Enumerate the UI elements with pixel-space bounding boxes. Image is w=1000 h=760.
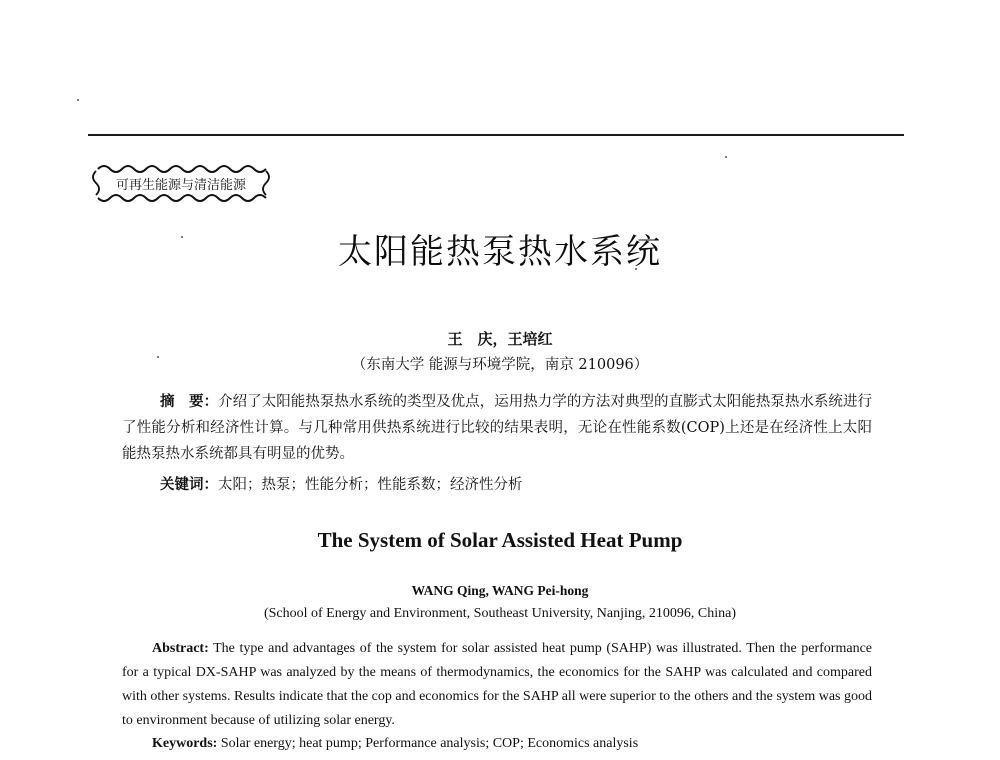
keywords-english-text: Solar energy; heat pump; Performance analysis; COP; Economics analysis (217, 736, 639, 751)
abstract-chinese-text: 介绍了太阳能热泵热水系统的类型及优点，运用热力学的方法对典型的直膨式太阳能热泵热水系统进行了性能分析和经济性计算。与几种常用供热系统进行比较的结果表明，无论在性能系数(COP)上还是在经济性上太阳能热泵热水系统都具有明显的优势。 (122, 394, 872, 462)
affiliation-chinese: （东南大学 能源与环境学院，南京 210096） (351, 357, 649, 373)
scan-speck (725, 156, 727, 158)
authors-english: WANG Qing, WANG Pei-hong (411, 583, 589, 598)
header-rule (88, 134, 904, 136)
authors-chinese: 王 庆，王培红 (447, 330, 553, 348)
keywords-english-label: Keywords: (152, 736, 218, 751)
keywords-chinese (160, 473, 860, 494)
title-chinese: 太阳能热泵热水系统 (338, 232, 662, 272)
title-english: The System of Solar Assisted Heat Pump (317, 528, 683, 552)
keywords-chinese-text: 太阳；热泵；性能分析；性能系数；经济性分析 (218, 477, 523, 493)
scan-speck (77, 99, 79, 101)
keywords-chinese-label: 关键词： (160, 477, 218, 493)
section-tag (90, 162, 272, 204)
abstract-english-label: Abstract: (152, 641, 209, 656)
keywords-english (152, 736, 872, 752)
affiliation-english: (School of Energy and Environment, Southeast University, Nanjing, 210096, China) (263, 606, 737, 621)
abstract-chinese (122, 389, 872, 467)
abstract-english-text: The type and advantages of the system for solar assisted heat pump (SAHP) was illustrated. Then the performance for a typical DX-SAHP was analyzed by the means of thermodynamics, the economics for the SAHP was calculated and compared with other systems. Results indicate that the cop and economics for the SAHP all were superior to the others and the system was good to environment because of utilizing solar energy. (122, 641, 872, 728)
abstract-chinese-label: 摘 要： (160, 394, 219, 410)
section-tag-label: 可再生能源与清洁能源 (115, 178, 246, 193)
abstract-english (122, 637, 872, 733)
